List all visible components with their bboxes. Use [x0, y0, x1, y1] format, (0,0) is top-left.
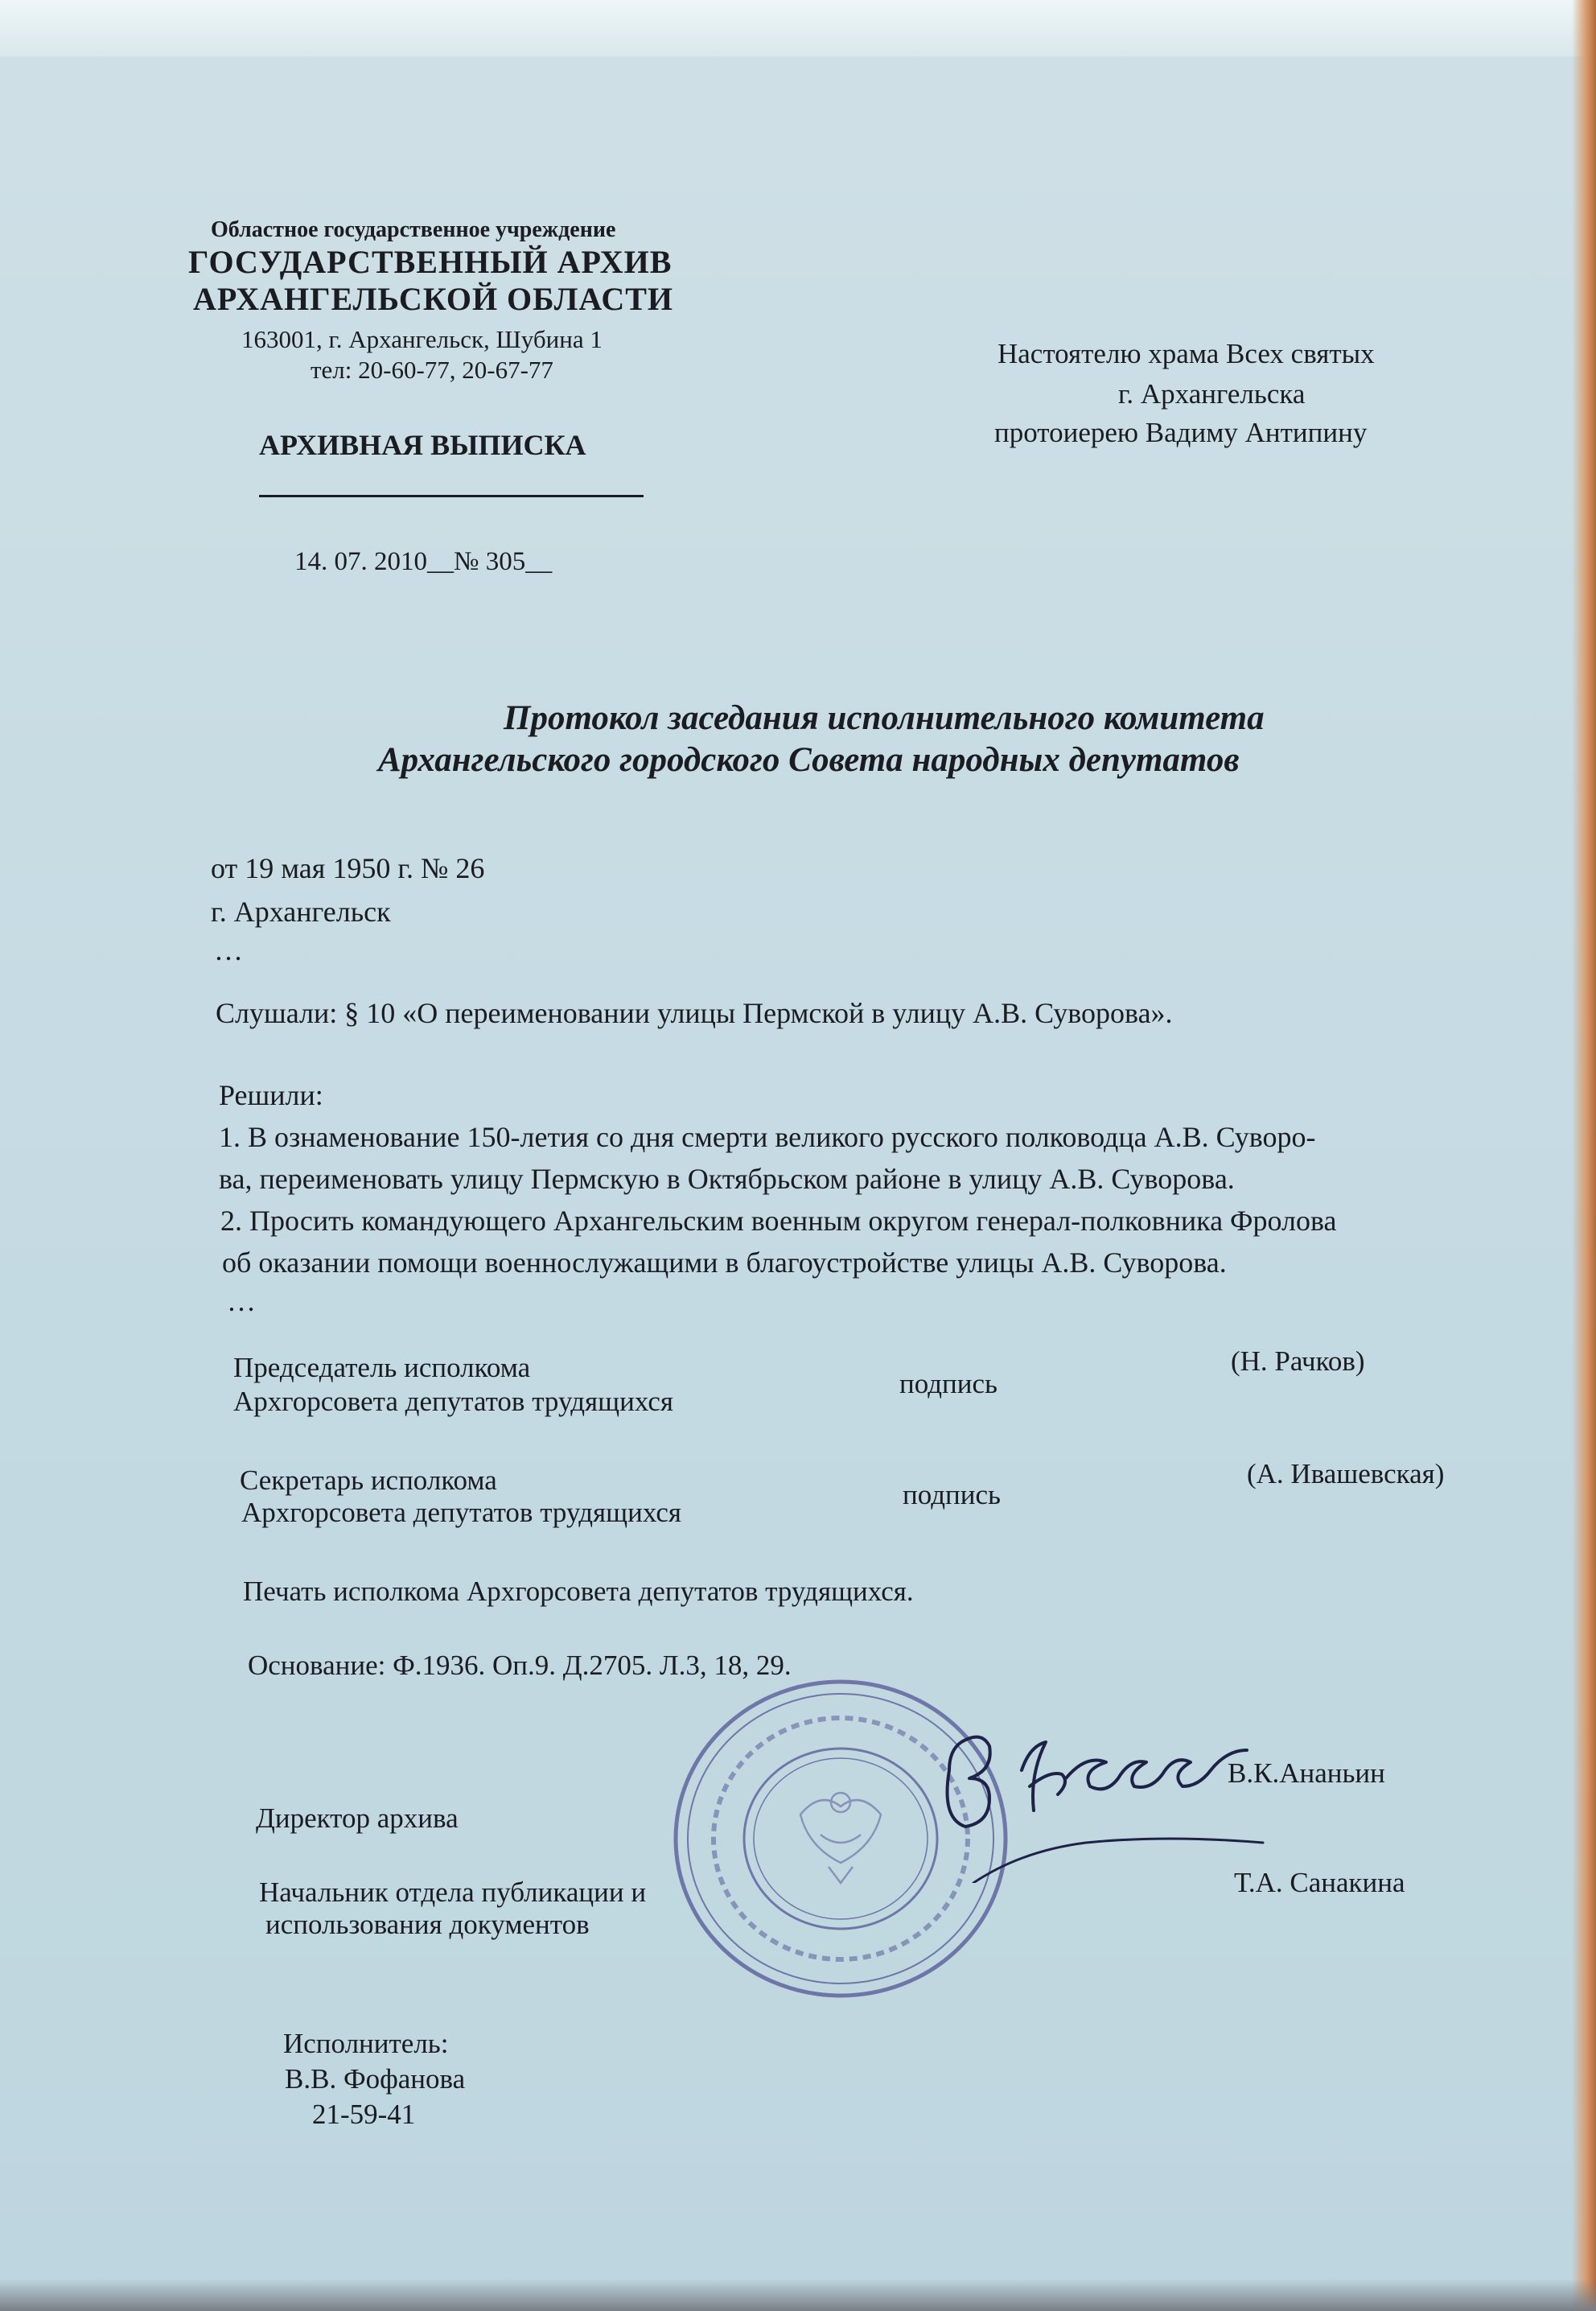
decision-line: ва, переименовать улицу Пермскую в Октябрьском районе в улицу А.В. Суворова.: [219, 1163, 1235, 1195]
director-name: В.К.Ананьин: [1228, 1757, 1385, 1789]
ellipsis-bottom: …: [227, 1285, 256, 1317]
addressee-line3: протоиерею Вадиму Антипину: [994, 417, 1368, 448]
chairman-title-line2: Архгорсовета депутатов трудящихся: [233, 1386, 673, 1417]
chairman-signature-mark: подпись: [899, 1368, 998, 1399]
paper-right-edge: [1572, 0, 1596, 2311]
heard-paragraph: Слушали: § 10 «О переименовании улицы Пермской в улицу А.В. Суворова».: [216, 997, 1173, 1029]
director-title: Директор архива: [256, 1802, 459, 1834]
secretary-name: (А. Ивашевская): [1247, 1458, 1445, 1489]
archive-name-line1: ГОСУДАРСТВЕННЫЙ АРХИВ: [188, 244, 673, 280]
decision-line: 2. Просить командующего Архангельским военным округом генерал-полковника Фролова: [220, 1205, 1337, 1237]
decision-line: об оказании помощи военнослужащими в благоустройстве улицы А.В. Суворова.: [222, 1246, 1227, 1279]
paper-bottom-shadow: [0, 2279, 1596, 2311]
protocol-title-line1: Протокол заседания исполнительного комитета: [504, 699, 1265, 737]
department-head-title-line2: использования документов: [265, 1909, 590, 1940]
executor-label: Исполнитель:: [283, 2028, 449, 2059]
institution-type: Областное государственное учреждение: [211, 217, 616, 242]
registration-number: 14. 07. 2010__№ 305__: [294, 547, 553, 576]
secretary-signature-mark: подпись: [903, 1479, 1001, 1510]
protocol-city: г. Архангельск: [211, 896, 391, 928]
title-underline: [259, 495, 644, 497]
archive-phone: тел: 20-60-77, 20-67-77: [311, 356, 553, 384]
archive-address: 163001, г. Архангельск, Шубина 1: [241, 325, 603, 353]
decision-line: 1. В ознаменование 150-летия со дня смерти великого русского полководца А.В. Суворо-: [219, 1121, 1316, 1153]
executor-phone: 21-59-41: [312, 2099, 416, 2130]
addressee-line2: г. Архангельска: [1118, 378, 1306, 410]
chairman-title-line1: Председатель исполкома: [233, 1352, 531, 1383]
archive-name-line2: АРХАНГЕЛЬСКОЙ ОБЛАСТИ: [193, 281, 673, 317]
executor-name: В.В. Фофанова: [285, 2063, 466, 2095]
director-signature: [901, 1674, 1303, 1883]
seal-note: Печать исполкома Архгорсовета депутатов трудящихся.: [243, 1576, 914, 1607]
secretary-title-line2: Архгорсовета депутатов трудящихся: [241, 1497, 681, 1528]
addressee-line1: Настоятелю храма Всех святых: [998, 338, 1375, 369]
protocol-date: от 19 мая 1950 г. № 26: [211, 852, 485, 884]
department-head-name: Т.А. Санакина: [1234, 1867, 1405, 1898]
secretary-title-line1: Секретарь исполкома: [240, 1464, 497, 1496]
paper-top-highlight: [0, 0, 1596, 56]
protocol-title-line2: Архангельского городского Совета народных депутатов: [378, 741, 1240, 779]
decided-label: Решили:: [219, 1079, 323, 1111]
ellipsis-top: …: [214, 934, 243, 966]
extract-title: АРХИВНАЯ ВЫПИСКА: [259, 429, 586, 461]
department-head-title-line1: Начальник отдела публикации и: [259, 1876, 647, 1908]
basis-reference: Основание: Ф.1936. Оп.9. Д.2705. Л.3, 18, 29.: [248, 1650, 792, 1681]
chairman-name: (Н. Рачков): [1231, 1345, 1365, 1377]
